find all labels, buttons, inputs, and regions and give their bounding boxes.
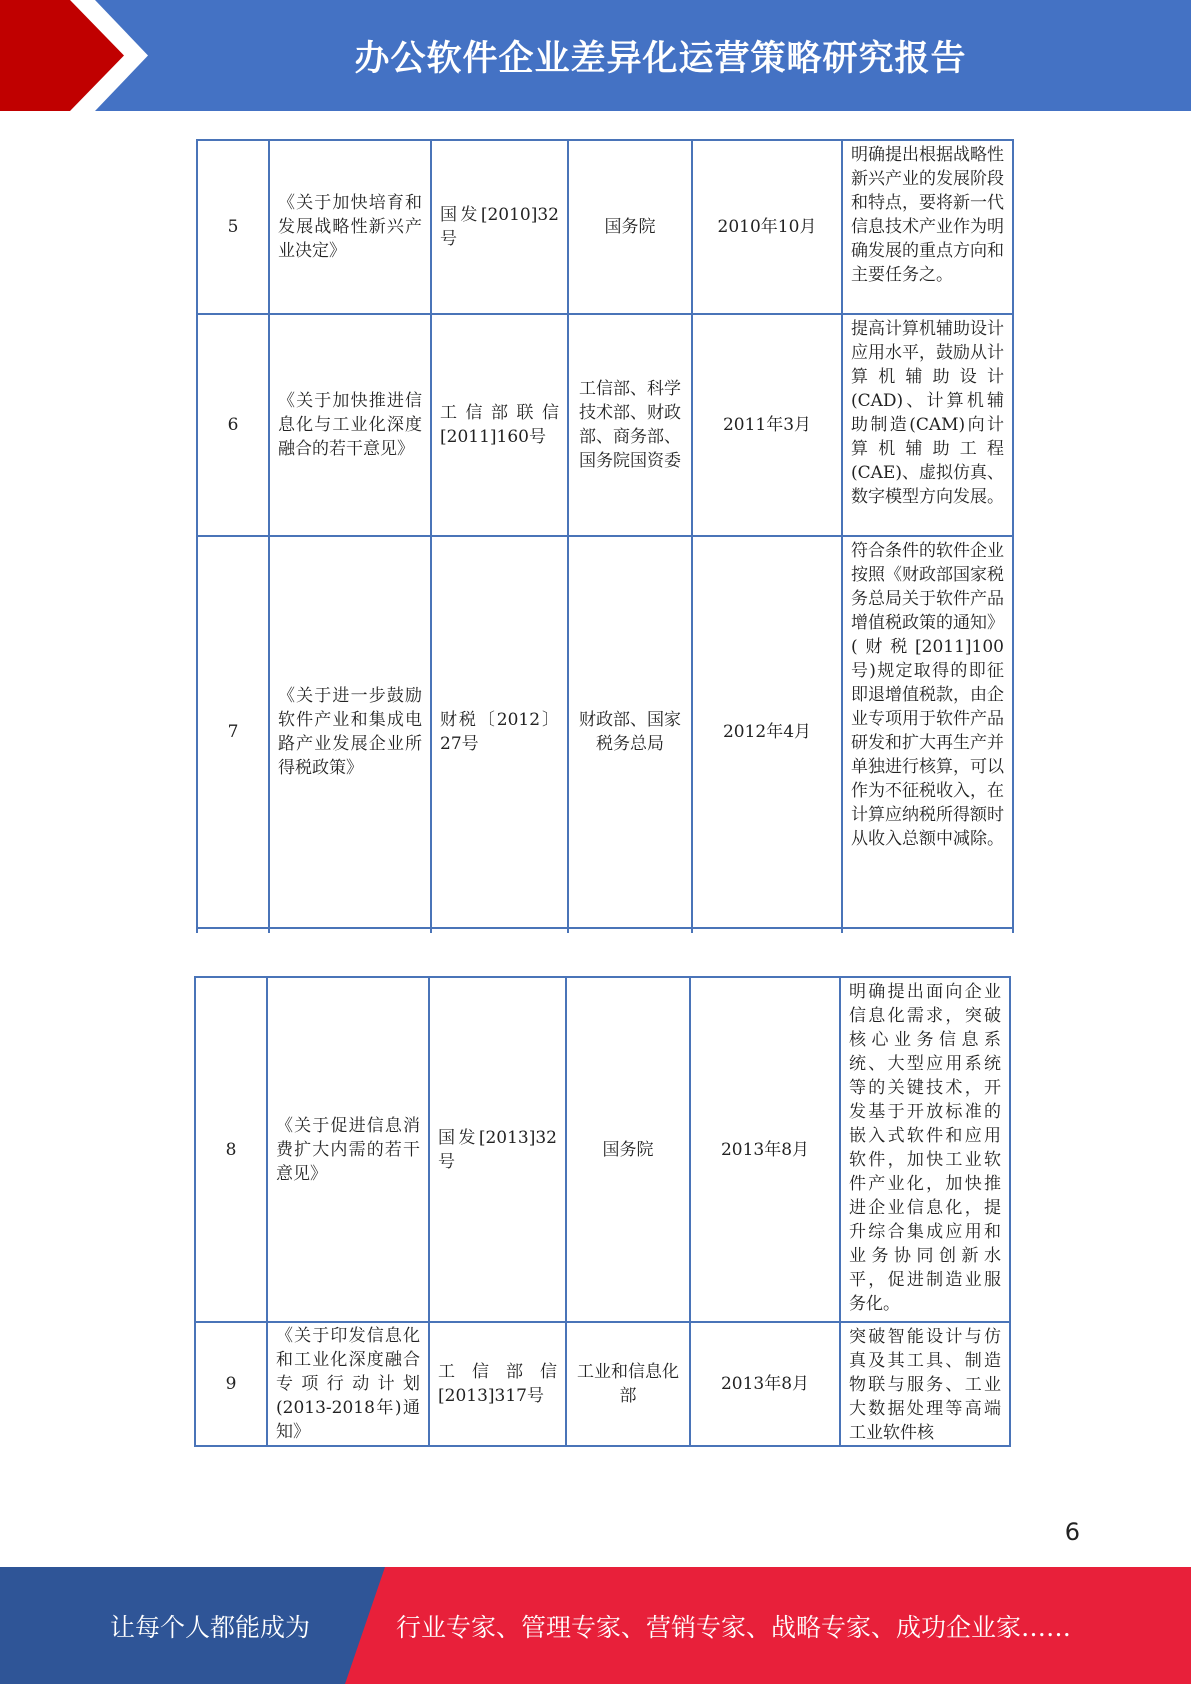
- document-code: 工信部信[2013]317号: [429, 1322, 566, 1446]
- issue-date: 2010年10月: [692, 140, 842, 314]
- row-number: 6: [197, 314, 269, 536]
- table-row: [195, 1322, 1010, 1446]
- issuing-org: 工信部、科学技术部、财政部、商务部、国务院国资委: [568, 314, 692, 536]
- policy-content: 明确提出面向企业信息化需求，突破核心业务信息系统、大型应用系统等的关键技术，开发基于开放标准的嵌入式软件和应用软件，加快工业软件产业化，加快推进企业信息化，提升综合集成应用和业务协同创新水平，促进制造业服务化。: [840, 977, 1010, 1322]
- document-title: 办公软件企业差异化运营策略研究报告: [354, 38, 967, 79]
- table-cut-edge: [197, 928, 1013, 933]
- policy-table-1: [196, 139, 1014, 933]
- table-row: [195, 977, 1010, 1322]
- footer-banner: [0, 1567, 1191, 1684]
- policy-name: 《关于进一步鼓励软件产业和集成电路产业发展企业所得税政策》: [269, 536, 431, 928]
- table-row: [197, 140, 1013, 314]
- page-number: 6: [1064, 1518, 1080, 1546]
- document-code: 工信部联信[2011]160号: [431, 314, 568, 536]
- policy-content: 明确提出根据战略性新兴产业的发展阶段和特点，要将新一代信息技术产业作为明确发展的重点方向和主要任务之。: [842, 140, 1013, 314]
- document-code: 国发[2010]32号: [431, 140, 568, 314]
- issuing-org: 财政部、国家税务总局: [568, 536, 692, 928]
- policy-name: 《关于加快培育和发展战略性新兴产业决定》: [269, 140, 431, 314]
- header-bar: [0, 0, 1191, 111]
- row-number: 7: [197, 536, 269, 928]
- document-code: 财税〔2012〕27号: [431, 536, 568, 928]
- row-number: 9: [195, 1322, 267, 1446]
- issuing-org: 工业和信息化部: [566, 1322, 690, 1446]
- footer-slogan-left: 让每个人都能成为: [109, 1612, 310, 1642]
- footer-slogan-right: 行业专家、管理专家、营销专家、战略专家、成功企业家……: [396, 1612, 1072, 1642]
- table-row: [197, 536, 1013, 928]
- document-code: 国发[2013]32号: [429, 977, 566, 1322]
- policy-content: 突破智能设计与仿真及其工具、制造物联与服务、工业大数据处理等高端工业软件核: [840, 1322, 1010, 1446]
- issue-date: 2012年4月: [692, 536, 842, 928]
- policy-content: 符合条件的软件企业按照《财政部国家税务总局关于软件产品增值税政策的通知》(财税[2011]100号)规定取得的即征即退增值税款，由企业专项用于软件产品研发和扩大再生产并单独进行核算，可以作为不征税收入，在计算应纳税所得额时从收入总额中减除。: [842, 536, 1013, 928]
- policy-name: 《关于印发信息化和工业化深度融合专项行动计划(2013-2018年)通知》: [267, 1322, 429, 1446]
- issuing-org: 国务院: [566, 977, 690, 1322]
- issue-date: 2011年3月: [692, 314, 842, 536]
- policy-name: 《关于加快推进信息化与工业化深度融合的若干意见》: [269, 314, 431, 536]
- policy-name: 《关于促进信息消费扩大内需的若干意见》: [267, 977, 429, 1322]
- issue-date: 2013年8月: [690, 1322, 840, 1446]
- table-row: [197, 314, 1013, 536]
- policy-table-2: [194, 976, 1011, 1447]
- issue-date: 2013年8月: [690, 977, 840, 1322]
- row-number: 5: [197, 140, 269, 314]
- row-number: 8: [195, 977, 267, 1322]
- policy-content: 提高计算机辅助设计应用水平，鼓励从计算机辅助设计(CAD)、计算机辅助制造(CAM)向计算机辅助工程(CAE)、虚拟仿真、数字模型方向发展。: [842, 314, 1013, 536]
- issuing-org: 国务院: [568, 140, 692, 314]
